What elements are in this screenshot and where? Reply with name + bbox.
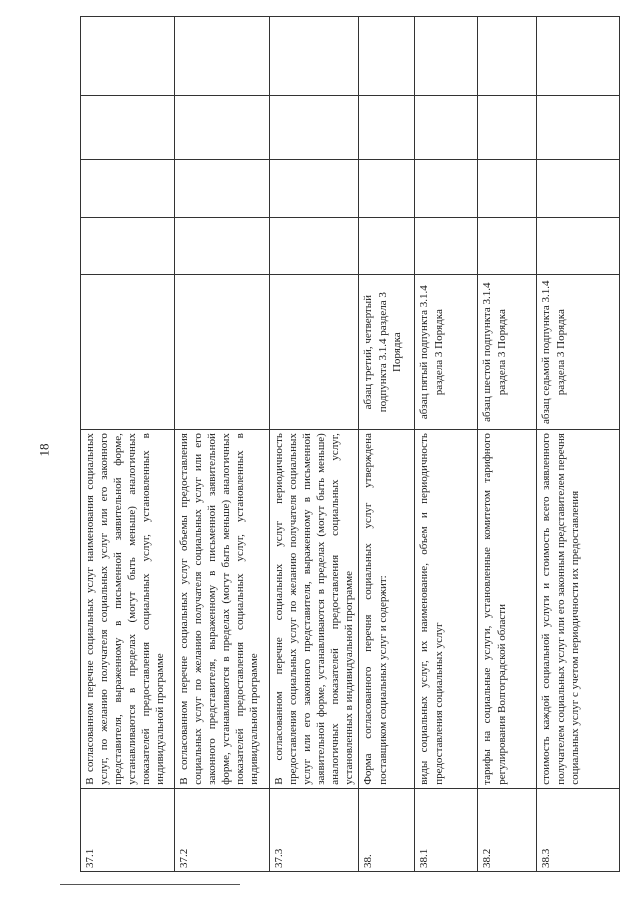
item-number: 37.2: [175, 788, 270, 871]
item-number: 38.2: [478, 788, 537, 871]
answer-cell: [478, 95, 537, 160]
legal-reference: [270, 275, 359, 430]
answer-cell: [415, 217, 478, 274]
answer-cell: [415, 160, 478, 217]
table-row: [81, 17, 175, 872]
requirement-text: В согласованном перечне социальных услуг наименования социальных услуг, по желанию получателя социальных услуг или его законного представителя, выраженному в письменной заявительной форме, устанавливаются в пределах (могут быть меньше) аналогичных показателей предоставления социальных услуг, установленных в индивидуальной программе: [81, 430, 175, 789]
table-row: [270, 17, 359, 872]
answer-cell: [359, 17, 415, 96]
checklist-table-container: [80, 16, 618, 872]
table-row: [537, 17, 620, 872]
answer-cell: [270, 160, 359, 217]
answer-cell: [537, 95, 620, 160]
legal-reference: [81, 275, 175, 430]
answer-cell: [81, 17, 175, 96]
answer-cell: [359, 95, 415, 160]
table-row: [415, 17, 478, 872]
answer-cell: [175, 160, 270, 217]
table-row: [478, 17, 537, 872]
legal-reference: абзац пятый подпункта 3.1.4 раздела 3 Порядка: [415, 275, 478, 430]
requirement-text: виды социальных услуг, их наименование, объем и периодичность предоставления социальных услуг: [415, 430, 478, 789]
page-edge-line: [60, 884, 240, 885]
answer-cell: [175, 95, 270, 160]
answer-cell: [81, 217, 175, 274]
legal-reference: абзац седьмой подпункта 3.1.4 раздела 3 Порядка: [537, 275, 620, 430]
requirement-text: В согласованном перечне социальных услуг объемы предоставления социальных услуг по желанию получателя социальных услуг или его законного представителя, выраженному в письменной заявительной форме, устанавливаются в пределах (могут быть меньше) аналогичных показателей предоставления социальных услуг, установленных в индивидуальной программе: [175, 430, 270, 789]
answer-cell: [359, 160, 415, 217]
item-number: 38.3: [537, 788, 620, 871]
answer-cell: [478, 217, 537, 274]
answer-cell: [537, 217, 620, 274]
answer-cell: [270, 17, 359, 96]
answer-cell: [270, 217, 359, 274]
item-number: 37.1: [81, 788, 175, 871]
answer-cell: [537, 160, 620, 217]
table-row: [359, 17, 415, 872]
answer-cell: [81, 95, 175, 160]
answer-cell: [537, 17, 620, 96]
legal-reference: абзац шестой подпункта 3.1.4 раздела 3 Порядка: [478, 275, 537, 430]
legal-reference: абзац третий, четвертый подпункта 3.1.4 раздела 3 Порядка: [359, 275, 415, 430]
page-number: 18: [36, 443, 52, 457]
answer-cell: [359, 217, 415, 274]
answer-cell: [175, 217, 270, 274]
answer-cell: [415, 17, 478, 96]
answer-cell: [415, 95, 478, 160]
answer-cell: [81, 160, 175, 217]
table-row: [175, 17, 270, 872]
answer-cell: [175, 17, 270, 96]
requirement-text: тарифы на социальные услуги, установленные комитетом тарифного регулирования Волгоградской области: [478, 430, 537, 789]
item-number: 38.1: [415, 788, 478, 871]
answer-cell: [478, 17, 537, 96]
requirement-text: стоимость каждой социальной услуги и стоимость всего заявленного получателем социальных услуг или его законным представителем перечня социальных услуг с учетом периодичности их предоставления: [537, 430, 620, 789]
item-number: 38.: [359, 788, 415, 871]
checklist-table: [80, 16, 620, 872]
answer-cell: [478, 160, 537, 217]
requirement-text: В согласованном перечне социальных услуг периодичность предоставления социальных услуг по желанию получателя социальных услуг или его законного представителя, выраженному в письменной заявительной форме, устанавливаются в пределах (могут быть меньше) аналогичных показателей предоставления социальных услуг, установленных в индивидуальной программе: [270, 430, 359, 789]
answer-cell: [270, 95, 359, 160]
requirement-text: Форма согласованного перечня социальных услуг утверждена поставщиком социальных услуг и содержит:: [359, 430, 415, 789]
legal-reference: [175, 275, 270, 430]
item-number: 37.3: [270, 788, 359, 871]
